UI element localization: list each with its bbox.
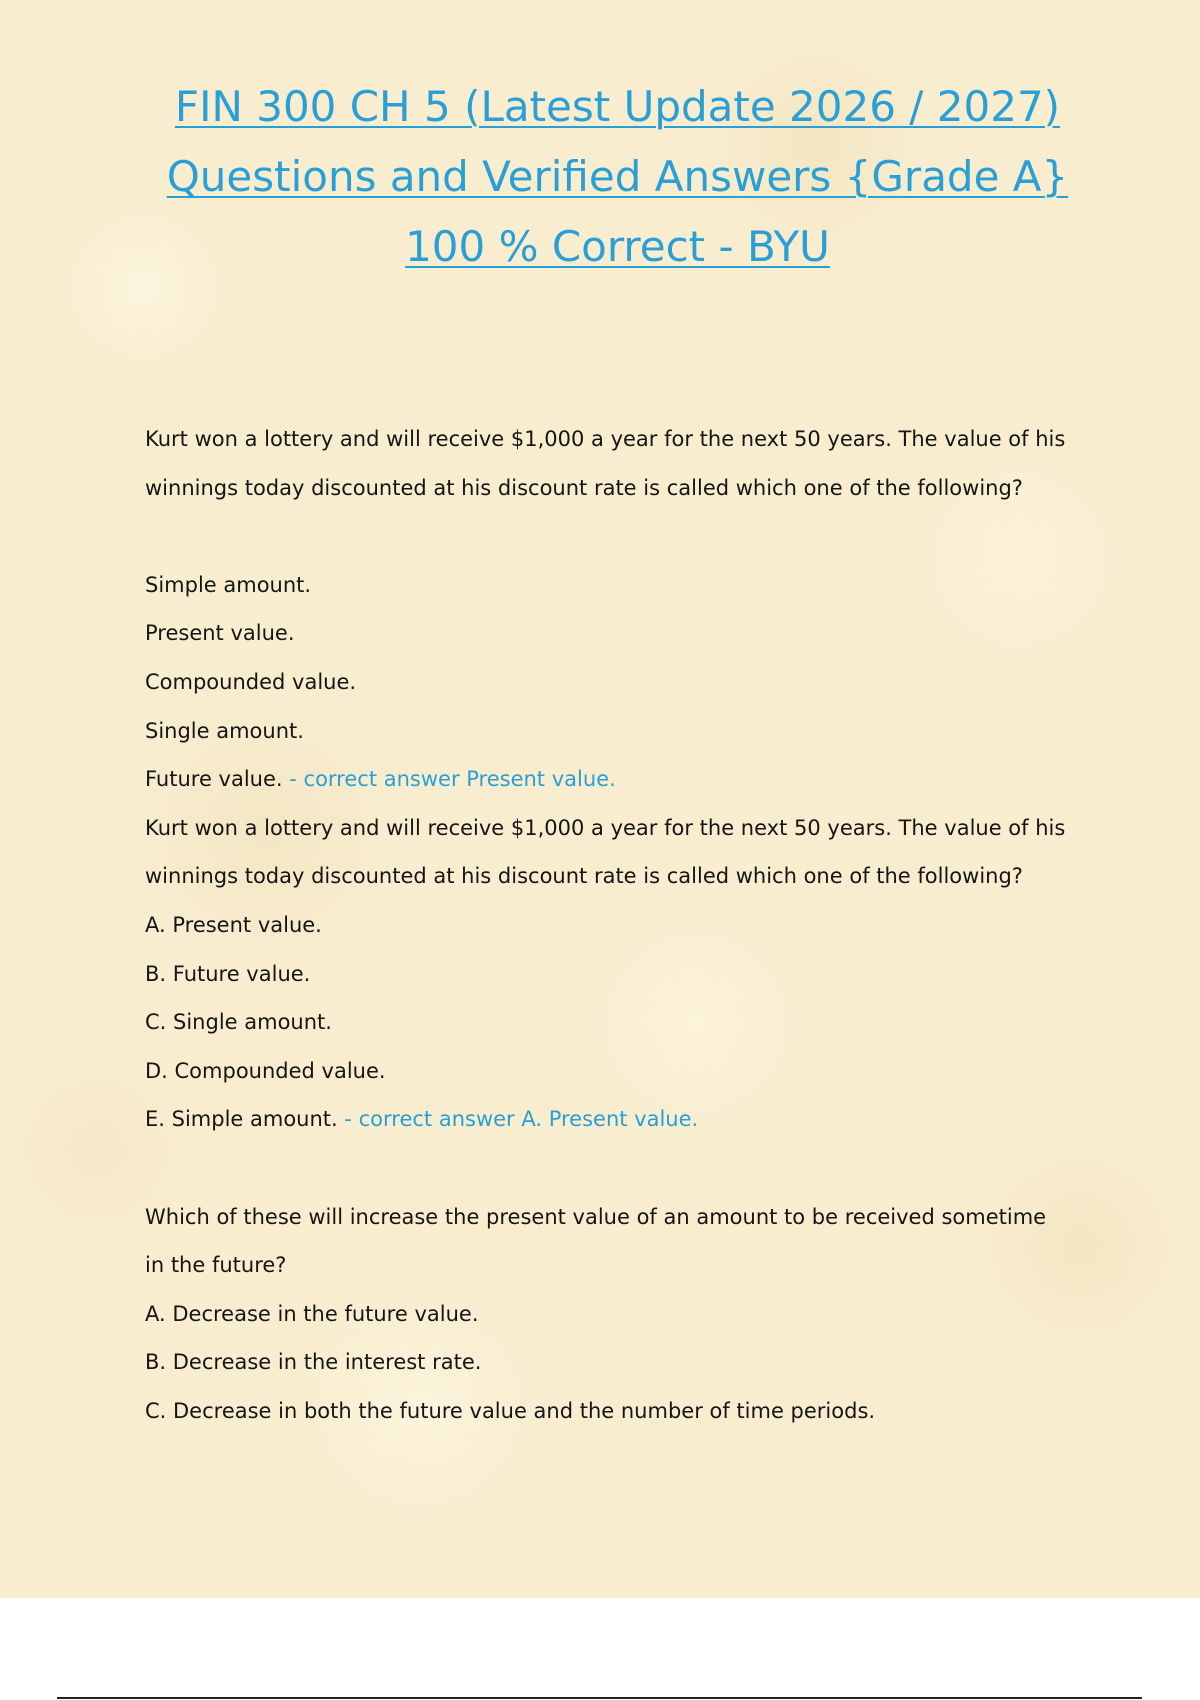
question-text: winnings today discounted at his discount rate is called which one of the following? — [145, 475, 1023, 500]
question-block — [145, 415, 1105, 804]
title-line — [60, 72, 1175, 142]
option-item: E. Simple amount. — [145, 1107, 338, 1132]
footer-divider — [57, 1697, 1142, 1699]
title-link-text[interactable]: Questions and Verified Answers {Grade A} — [166, 152, 1069, 201]
question-text: Kurt won a lottery and will receive $1,000 a year for the next 50 years. The value of his — [145, 815, 1066, 840]
option-item: A. Decrease in the future value. — [145, 1301, 479, 1326]
spacer — [145, 1144, 1105, 1193]
option-item: Simple amount. — [145, 572, 312, 597]
option-item: Present value. — [145, 621, 295, 646]
title-line — [60, 212, 1175, 282]
option-item-with-answer — [145, 755, 1105, 804]
question-text: Kurt won a lottery and will receive $1,000 a year for the next 50 years. The value of his — [145, 427, 1066, 451]
spacer — [145, 512, 1105, 561]
option-item: B. Future value. — [145, 961, 311, 986]
option-item-with-answer — [145, 1095, 1105, 1144]
option-item: Single amount. — [145, 718, 304, 743]
title-link-text[interactable]: FIN 300 CH 5 (Latest Update 2026 / 2027) — [174, 82, 1061, 131]
correct-answer: - correct answer A. Present value. — [337, 1107, 699, 1132]
option-item: D. Compounded value. — [145, 1058, 386, 1083]
document-body — [145, 415, 1105, 1435]
option-item: B. Decrease in the interest rate. — [145, 1350, 482, 1375]
title-line — [60, 142, 1175, 212]
option-item: C. Single amount. — [145, 1010, 332, 1035]
option-item: Compounded value. — [145, 669, 357, 694]
option-item: Future value. — [145, 767, 283, 792]
document-title — [60, 72, 1175, 282]
correct-answer: - correct answer Present value. — [282, 767, 616, 792]
question-text: in the future? — [145, 1253, 287, 1278]
option-item: C. Decrease in both the future value and the number of time periods. — [145, 1398, 876, 1423]
question-block — [145, 804, 1105, 1144]
option-item: A. Present value. — [145, 912, 322, 937]
question-text: Which of these will increase the present value of an amount to be received sometime — [145, 1204, 1047, 1229]
question-block — [145, 1193, 1105, 1436]
question-text: winnings today discounted at his discount rate is called which one of the following? — [145, 864, 1023, 889]
title-link-text[interactable]: 100 % Correct - BYU — [405, 222, 830, 271]
